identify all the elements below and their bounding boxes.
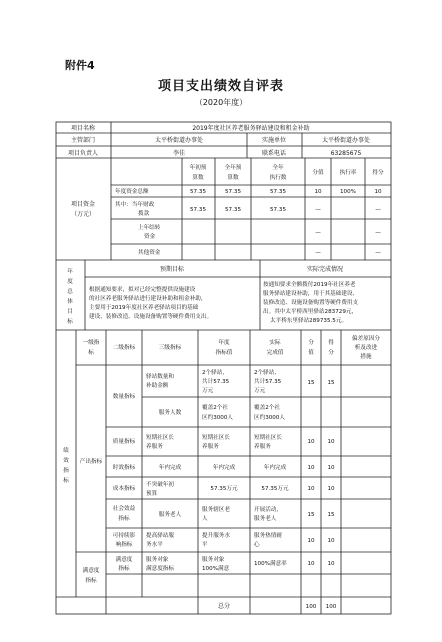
actual-result-text: 出。其中太平桥西里驿站283729元， — [263, 309, 358, 315]
funds-header-exec: 全年 — [272, 165, 284, 171]
perf-header-score-2: 值 — [308, 350, 314, 356]
funds-row-label: 其他资金 — [138, 250, 161, 256]
actual-value-text: 覆盖2个社 — [254, 405, 280, 411]
l3-text: 养服务 — [146, 444, 163, 450]
score-cell: 10 — [307, 561, 315, 567]
funds-header-rate: 执行率 — [339, 170, 357, 176]
goals-side-char: 总 — [67, 289, 73, 295]
perf-header-actual: 实际 — [269, 340, 281, 346]
actual-value-text: 开展活动， — [254, 507, 282, 513]
year-value-text: 2个驿站， — [202, 370, 228, 376]
actual-result-text: 按通知要求全额拨付2019年社区养老 — [263, 282, 356, 288]
actual-value-text: 2个驿站， — [254, 370, 280, 376]
l3-text: 提高驿站服 — [146, 533, 174, 539]
actual-value-text: 短期社区长 — [254, 435, 282, 441]
get-cell: 10 — [327, 561, 335, 567]
total-score: 100 — [305, 604, 317, 610]
l3-text: 驿站数量和 — [146, 374, 174, 380]
score-cell: 10 — [307, 439, 315, 445]
funds-cell: — — [375, 207, 381, 213]
actual-value-text: 区约3000人 — [254, 415, 286, 421]
get-cell: 10 — [327, 538, 335, 544]
l3-text: 服务老人 — [158, 512, 182, 518]
l3-text: 补助金额 — [146, 383, 169, 389]
l3-text: 短期社区长 — [146, 435, 174, 441]
phone-value: 63285675 — [330, 150, 362, 157]
l3-text: 年内完成 — [158, 465, 182, 471]
l2-label: 质量指标 — [112, 439, 136, 445]
leader-label: 项目负责人 — [67, 150, 99, 157]
funds-header-init-2: 算数 — [192, 175, 204, 181]
actual-value-text: 服务热情耐 — [254, 533, 282, 539]
actual-value-text: 年内完成 — [263, 465, 287, 471]
funds-header-init: 年初预 — [189, 165, 207, 171]
perf-header-l3: 三级指标 — [158, 345, 182, 351]
year-value-text: 服务对象 — [202, 557, 225, 563]
year-value-text: 100%满意 — [202, 566, 230, 572]
leader-value: 李佳 — [172, 150, 186, 157]
score-cell: 10 — [307, 538, 315, 544]
year-value-text: 提升服务水 — [202, 533, 230, 539]
funds-cell: 10 — [314, 189, 322, 195]
year-value-text: 覆盖2个社 — [202, 405, 228, 411]
year-value-text: 57.35万元 — [210, 486, 238, 492]
funds-cell: — — [315, 230, 321, 236]
funds-cell: — — [315, 250, 321, 256]
expected-goal-text: 的社区养老服务驿站进行建设补助和租金补助， — [89, 296, 207, 302]
actual-value-text: 共计57.35 — [254, 379, 282, 385]
l3-text: 满意度指标 — [146, 566, 174, 572]
perf-header-dev-2: 析及改进 — [354, 345, 378, 351]
perf-header-l1: 一级指 — [82, 340, 100, 346]
l1-output-label: 产出指标 — [79, 459, 103, 465]
funds-cell: 57.35 — [224, 207, 242, 213]
score-cell: 10 — [307, 486, 315, 492]
funds-cell: 57.35 — [269, 189, 287, 195]
l2-label-2: 指标 — [118, 516, 130, 522]
perf-header-dev-3: 措施 — [360, 354, 372, 360]
l2-label: 时效指标 — [112, 465, 136, 471]
expected-goal-header: 预期目标 — [159, 266, 185, 273]
goals-side-char: 年 — [67, 269, 73, 275]
dept-value: 太平桥街道办事处 — [154, 137, 204, 144]
phone-label: 联系电话 — [261, 150, 287, 157]
funds-row-label: 其中：当年财政 — [115, 202, 155, 208]
year-value-text: 人 — [202, 516, 208, 522]
total-get: 100 — [325, 604, 337, 610]
perf-header-year: 年度 — [218, 340, 230, 346]
perf-side-char: 指 — [63, 468, 69, 474]
funds-cell: 57.35 — [189, 207, 207, 213]
funds-cell: — — [375, 230, 381, 236]
actual-result-text: 服务驿站建设补助，用于其基础建设、 — [263, 291, 359, 297]
impl-label: 实施单位 — [261, 137, 287, 144]
l3-text: 务水平 — [146, 542, 163, 548]
funds-unit: （万元） — [70, 211, 96, 218]
l3-text: 不突破年初 — [146, 482, 174, 488]
project-name-value: 2019年度社区养老服务驿站建设和租金补助 — [192, 125, 310, 132]
funds-row-label-2: 资金 — [144, 234, 156, 240]
year-subtitle: （2020年度） — [194, 98, 248, 107]
goals-side-char: 标 — [67, 319, 73, 325]
score-cell: 15 — [307, 380, 315, 386]
l3-text: 预算 — [146, 491, 158, 497]
funds-row-label: 上年结转 — [138, 225, 161, 231]
l2-label: 满意度 — [115, 557, 133, 563]
funds-label: 项目资金 — [70, 201, 96, 208]
perf-header-actual-2: 完成值 — [266, 350, 284, 356]
funds-row-label: 年度资金总额 — [115, 189, 149, 195]
l2-label: 社会效益 — [112, 506, 136, 512]
total-label: 总分 — [217, 603, 231, 610]
l2-label-2: 指标 — [118, 566, 130, 572]
goals-side-char: 度 — [67, 279, 73, 285]
l3-text: 服务对象 — [146, 557, 169, 563]
funds-cell: 57.35 — [189, 189, 207, 195]
perf-header-get: 得 — [328, 340, 334, 346]
funds-cell: 100% — [340, 189, 356, 195]
funds-cell: — — [315, 207, 321, 213]
perf-header-dev: 偏差原因分 — [352, 336, 380, 342]
goals-side-char: 目 — [67, 309, 73, 315]
attachment-label: 附件4 — [65, 59, 95, 72]
l2-label: 可持续影 — [112, 533, 136, 539]
funds-cell: — — [375, 250, 381, 256]
perf-side-char: 绩 — [63, 448, 69, 454]
get-cell: 15 — [327, 512, 335, 518]
year-value-text: 平 — [202, 542, 208, 548]
perf-header-year-2: 指标值 — [215, 350, 233, 356]
actual-value-text: 服务老人 — [254, 516, 277, 522]
actual-value-text: 57.35万元 — [261, 486, 289, 492]
l3-text: 服务人数 — [158, 410, 182, 416]
perf-header-score: 分 — [308, 340, 314, 346]
impl-value: 太平桥街道办事处 — [321, 137, 371, 144]
funds-row-label-2: 拨款 — [138, 211, 150, 217]
expected-goal-text: 建设、装修改造、设施设备购置等硬件费用支出。 — [89, 314, 213, 320]
funds-header-get: 得分 — [372, 170, 384, 176]
l1-satisfaction-label: 满意度 — [82, 568, 100, 574]
score-cell: 10 — [307, 465, 315, 471]
funds-header-exec-2: 执行数 — [269, 175, 287, 181]
expected-goal-text: 主要用于2019年度社区养老驿站项目的基础 — [89, 305, 199, 311]
perf-side-char: 效 — [63, 458, 69, 464]
year-value-text: 养服务 — [202, 444, 219, 450]
actual-value-text: 养服务 — [254, 444, 271, 450]
expected-goal-text: 根据通知要求，拟对已经完整提供设施建设 — [89, 287, 196, 293]
year-value-text: 短期社区长 — [202, 435, 230, 441]
actual-value-text: 100%满意率 — [254, 561, 287, 567]
perf-header-get-2: 分 — [328, 350, 334, 356]
funds-cell: 57.35 — [269, 207, 287, 213]
perf-side-char: 标 — [63, 478, 69, 484]
actual-value-text: 心 — [254, 542, 260, 548]
project-name-label: 项目名称 — [70, 125, 96, 132]
goals-side-char: 体 — [67, 299, 73, 305]
l2-label: 成本指标 — [112, 486, 136, 492]
dept-label: 主管部门 — [70, 137, 96, 144]
get-cell: 10 — [327, 465, 335, 471]
score-cell: 15 — [307, 512, 315, 518]
get-cell: 15 — [327, 380, 335, 386]
actual-result-text: 装修改造、设施设备购置等硬件费用支 — [263, 300, 359, 306]
year-value-text: 服务辖区老 — [202, 507, 230, 513]
funds-header-score: 分值 — [312, 170, 324, 176]
actual-value-text: 万元 — [254, 388, 266, 394]
year-value-text: 区约3000人 — [202, 415, 234, 421]
year-value-text: 年内完成 — [212, 465, 236, 471]
l1-satisfaction-label-2: 指标 — [85, 578, 97, 584]
funds-cell: 10 — [374, 189, 382, 195]
get-cell: 10 — [327, 486, 335, 492]
funds-cell: 57.35 — [224, 189, 242, 195]
l2-label: 数量指标 — [112, 394, 136, 400]
page-title: 项目支出绩效自评表 — [157, 79, 284, 94]
actual-result-text: 太平桥东里驿站289735.5元。 — [270, 318, 348, 324]
funds-header-full-2: 算数 — [227, 175, 239, 181]
get-cell: 10 — [327, 439, 335, 445]
year-value-text: 万元 — [202, 388, 214, 394]
l2-label-2: 响指标 — [115, 542, 133, 548]
perf-header-l1-2: 标 — [88, 350, 94, 356]
year-value-text: 共计57.35 — [202, 379, 230, 385]
funds-header-full: 全年预 — [224, 165, 242, 171]
actual-result-header: 实际完成情况 — [306, 266, 344, 273]
perf-header-l2: 二级指标 — [112, 345, 136, 351]
